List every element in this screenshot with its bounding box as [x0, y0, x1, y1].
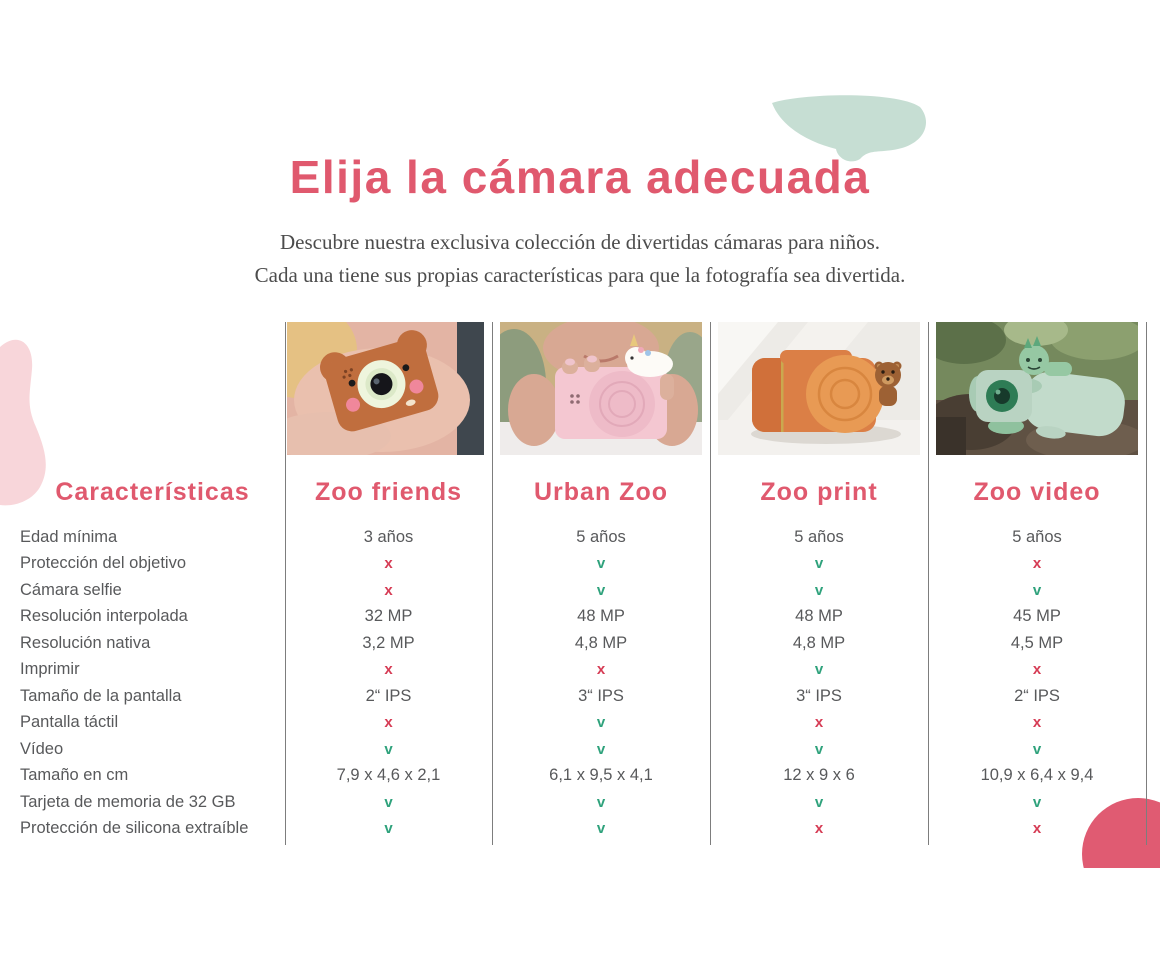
check-mark: v: [596, 793, 606, 811]
feature-label: Resolución interpolada: [20, 607, 188, 626]
feature-label: Cámara selfie: [20, 580, 122, 599]
check-mark: v: [384, 740, 393, 758]
cross-mark: x: [814, 714, 824, 732]
feature-row: [0, 604, 1160, 631]
feature-row: [0, 710, 1160, 737]
check-mark: v: [1032, 740, 1042, 758]
feature-value: 5 años: [576, 527, 626, 546]
subtitle-line-2: Cada una tiene sus propias características para que la fotografía sea divertida.: [254, 262, 906, 287]
orange-camera-illustration: [718, 322, 920, 455]
check-mark: v: [596, 555, 606, 573]
feature-value: 45 MP: [1013, 607, 1061, 626]
check-mark: v: [1032, 793, 1042, 811]
feature-row: [0, 816, 1160, 843]
feature-label: Imprimir: [20, 660, 80, 679]
feature-label: Tarjeta de memoria de 32 GB: [20, 792, 236, 811]
feature-value: 48 MP: [577, 607, 625, 626]
check-mark: v: [384, 820, 393, 838]
comparison-table: [0, 524, 1160, 842]
feature-value: 32 MP: [364, 607, 413, 626]
check-mark: v: [596, 714, 606, 732]
feature-value: 6,1 x 9,5 x 4,1: [549, 766, 653, 785]
feature-value: 7,9 x 4,6 x 2,1: [336, 766, 441, 785]
photo-zoo-friends: [287, 322, 484, 455]
feature-label: Pantalla táctil: [20, 713, 119, 732]
feature-value: 10,9 x 6,4 x 9,4: [980, 766, 1094, 785]
feature-row: [0, 657, 1160, 684]
check-mark: v: [384, 793, 393, 811]
cross-mark: x: [384, 661, 393, 679]
cross-mark: x: [1032, 555, 1042, 573]
check-mark: v: [1032, 581, 1042, 599]
check-mark: v: [596, 820, 606, 838]
subtitle-line-1: Descubre nuestra exclusiva colección de divertidas cámaras para niños.: [280, 230, 880, 254]
feature-row: [0, 683, 1160, 710]
unicorn-camera-illustration: [500, 322, 702, 455]
cross-mark: x: [1032, 661, 1042, 679]
mint-camera-illustration: [936, 322, 1138, 455]
cross-mark: x: [384, 555, 393, 573]
bear-camera-illustration: [287, 322, 484, 455]
feature-value: 2“ IPS: [1014, 686, 1060, 705]
photo-zoo-video: [936, 322, 1138, 455]
product-name-zoo-print: Zoo print: [760, 478, 878, 506]
feature-row: [0, 736, 1160, 763]
feature-value: 3 años: [363, 527, 414, 546]
feature-value: 2“ IPS: [365, 686, 412, 705]
cross-mark: x: [596, 661, 606, 679]
page-title: Elija la cámara adecuada: [289, 151, 871, 203]
feature-value: 3,2 MP: [362, 633, 415, 652]
feature-label: Protección del objetivo: [20, 554, 187, 573]
feature-row: [0, 524, 1160, 551]
feature-label: Vídeo: [20, 739, 64, 758]
photo-zoo-print: [718, 322, 920, 455]
feature-value: 5 años: [794, 527, 844, 546]
page-subtitle: [0, 226, 1160, 291]
feature-value: 3“ IPS: [578, 686, 624, 705]
feature-value: 48 MP: [795, 607, 843, 626]
feature-row: [0, 789, 1160, 816]
feature-value: 4,8 MP: [792, 633, 846, 652]
check-mark: v: [814, 555, 824, 573]
check-mark: v: [814, 581, 824, 599]
feature-label: Resolución nativa: [20, 633, 151, 652]
feature-label: Edad mínima: [20, 527, 118, 546]
check-mark: v: [814, 740, 824, 758]
feature-row: [0, 551, 1160, 578]
check-mark: v: [596, 740, 606, 758]
feature-label: Tamaño de la pantalla: [20, 686, 182, 705]
feature-value: 12 x 9 x 6: [783, 766, 855, 785]
feature-value: 3“ IPS: [796, 686, 842, 705]
feature-value: 5 años: [1012, 527, 1062, 546]
feature-value: 4,5 MP: [1010, 633, 1064, 652]
product-name-urban-zoo: Urban Zoo: [534, 478, 668, 506]
cross-mark: x: [384, 581, 393, 599]
features-header: Características: [55, 478, 250, 506]
product-name-zoo-video: Zoo video: [973, 478, 1101, 506]
check-mark: v: [814, 661, 824, 679]
feature-row: [0, 577, 1160, 604]
cross-mark: x: [1032, 714, 1042, 732]
check-mark: v: [596, 581, 606, 599]
photo-urban-zoo: [500, 322, 702, 455]
cross-mark: x: [814, 820, 824, 838]
feature-row: [0, 763, 1160, 790]
feature-label: Protección de silicona extraíble: [20, 819, 249, 838]
feature-value: 4,8 MP: [574, 633, 628, 652]
cross-mark: x: [1032, 820, 1042, 838]
product-name-zoo-friends: Zoo friends: [314, 478, 463, 506]
check-mark: v: [814, 793, 824, 811]
cross-mark: x: [384, 714, 393, 732]
feature-label: Tamaño en cm: [20, 766, 129, 785]
feature-row: [0, 630, 1160, 657]
